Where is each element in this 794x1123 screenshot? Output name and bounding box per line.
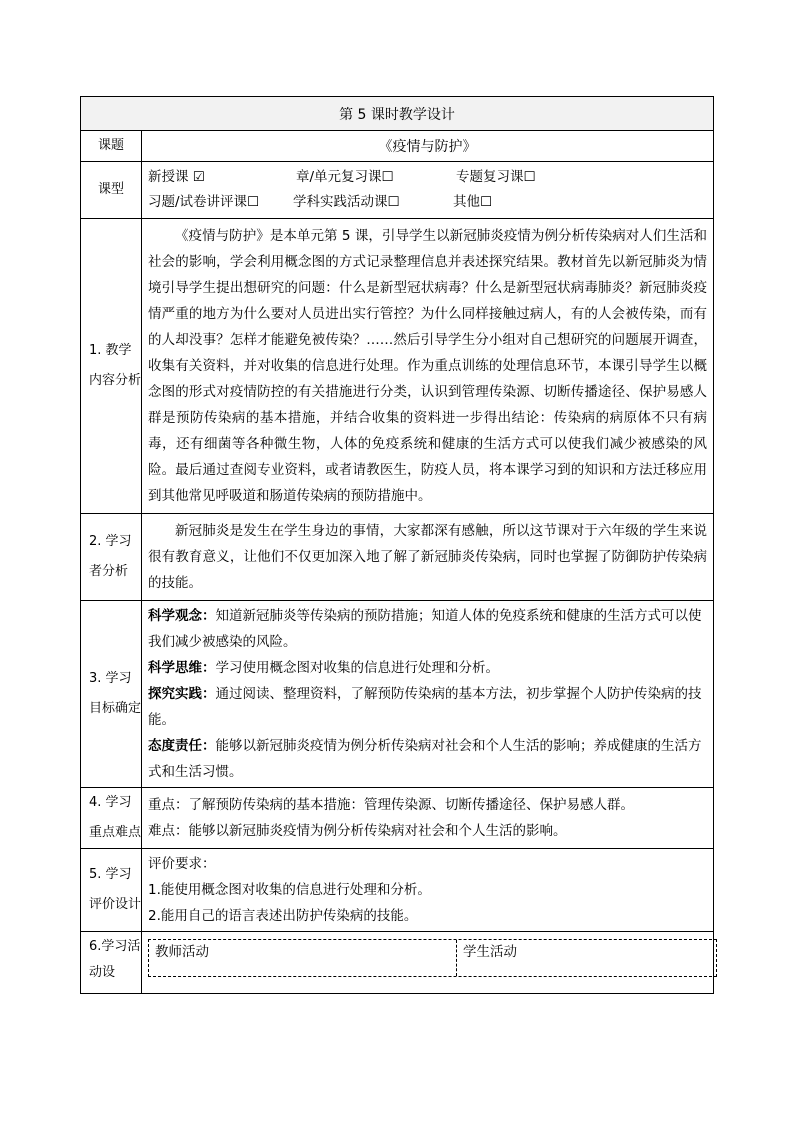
- evaluation-label: 5. 学习评价设计: [81, 849, 142, 932]
- topic-row: [81, 131, 714, 162]
- objective-item: [148, 655, 707, 681]
- learner-analysis-text: 新冠肺炎是发生在学生身边的事情，大家都深有感触，所以这节课对于六年级的学生来说很有教育意义，让他们不仅更加深入地了解了新冠肺炎传染病，同时也掌握了防御防护传染病的技能。: [148, 523, 707, 591]
- content-analysis-row: [81, 219, 714, 514]
- objective-key: 科学观念：: [148, 608, 216, 624]
- objective-key: 态度责任：: [148, 738, 216, 754]
- learner-analysis-cell: [142, 514, 714, 601]
- content-analysis-cell: [142, 219, 714, 514]
- activity-subtable: [148, 939, 717, 977]
- evaluation-row: [81, 849, 714, 932]
- content-analysis-text: 《疫情与防护》是本单元第 5 课，引导学生以新冠肺炎疫情为例分析传染病对人们生活和社会的影响，学会利用概念图的方式记录整理信息并表述探究结果。教材首先以新冠肺炎为情境引导学生提出想研究的问题：什么是新型冠状病毒？什么是新型冠状病毒肺炎？新冠肺炎疫情严重的地方为什么要对人员进出实行管控？为什么同样接触过病人，有的人会被传染，而有的人却没事？怎样才能避免被传染？……然后引导学生分小组对自己想研究的问题展开调查，收集有关资料，并对收集的信息进行处理。作为重点训练的处理信息环节，本课引导学生以概念图的形式对疫情防控的有关措施进行分类，认识到管理传染源、切断传播途径、保护易感人群是预防传染病的基本措施，并结合收集的资料进一步得出结论：传染病的病原体不只有病毒，还有细菌等各种微生物，人体的免疫系统和健康的生活方式可以使我们减少被感染的风险。最后通过查阅专业资料，或者请教医生，防疫人员，将本课学习到的知识和方法迁移应用到其他常见呼吸道和肠道传染病的预防措施中。: [148, 228, 707, 504]
- table-title: 第 5 课时教学设计: [81, 97, 714, 131]
- objective-item: [148, 681, 707, 733]
- activity-label: 6.学习活动设: [81, 932, 142, 994]
- objective-item: [148, 733, 707, 785]
- objectives-label: 3. 学习目标确定: [81, 601, 142, 788]
- key-point-difficulty: 难点：能够以新冠肺炎疫情为例分析传染病对社会和个人生活的影响。: [148, 823, 567, 839]
- lesson-plan-table: [80, 96, 714, 994]
- key-points-cell: [142, 788, 714, 849]
- key-points-label: 4. 学习重点难点: [81, 788, 142, 849]
- activity-row: [81, 932, 714, 994]
- objective-text: 能够以新冠肺炎疫情为例分析传染病对社会和个人生活的影响；养成健康的生活方式和生活习惯。: [148, 738, 702, 780]
- objectives-cell: [142, 601, 714, 788]
- type-option-exercise-review[interactable]: 习题/试卷讲评课☐: [148, 194, 260, 210]
- type-option-new[interactable]: 新授课 ☑: [148, 169, 205, 185]
- objective-key: 探究实践：: [148, 686, 216, 702]
- type-options: [142, 162, 714, 219]
- evaluation-heading: 评价要求：: [148, 856, 216, 872]
- objectives-row: [81, 601, 714, 788]
- topic-value: 《疫情与防护》: [142, 131, 714, 162]
- content-analysis-label: 1. 教学内容分析: [81, 219, 142, 514]
- title-row: [81, 97, 714, 131]
- teacher-activity-header: 教师活动: [149, 940, 457, 976]
- type-option-practice[interactable]: 学科实践活动课☐: [293, 194, 400, 210]
- topic-label: 课题: [81, 131, 142, 162]
- learner-analysis-label: 2. 学习者分析: [81, 514, 142, 601]
- type-label: 课型: [81, 162, 142, 219]
- objective-key: 科学思维：: [148, 660, 216, 676]
- activity-cell: [142, 932, 714, 994]
- objective-text: 通过阅读、整理资料，了解预防传染病的基本方法，初步掌握个人防护传染病的技能。: [148, 686, 702, 728]
- objective-text: 知道新冠肺炎等传染病的预防措施；知道人体的免疫系统和健康的生活方式可以使我们减少被感染的风险。: [148, 608, 702, 650]
- evaluation-item: 1.能使用概念图对收集的信息进行处理和分析。: [148, 882, 431, 898]
- evaluation-item: 2.能用自己的语言表述出防护传染病的技能。: [148, 908, 418, 924]
- learner-analysis-row: [81, 514, 714, 601]
- type-option-topic-review[interactable]: 专题复习课☐: [456, 169, 536, 185]
- type-row: [81, 162, 714, 219]
- type-option-unit-review[interactable]: 章/单元复习课☐: [296, 169, 394, 185]
- type-option-other[interactable]: 其他☐: [453, 194, 493, 210]
- evaluation-cell: [142, 849, 714, 932]
- key-point-focus: 重点：了解预防传染病的基本措施：管理传染源、切断传播途径、保护易感人群。: [148, 797, 634, 813]
- objective-text: 学习使用概念图对收集的信息进行处理和分析。: [215, 660, 499, 676]
- student-activity-header: 学生活动: [463, 944, 517, 960]
- objective-item: [148, 603, 707, 655]
- key-points-row: [81, 788, 714, 849]
